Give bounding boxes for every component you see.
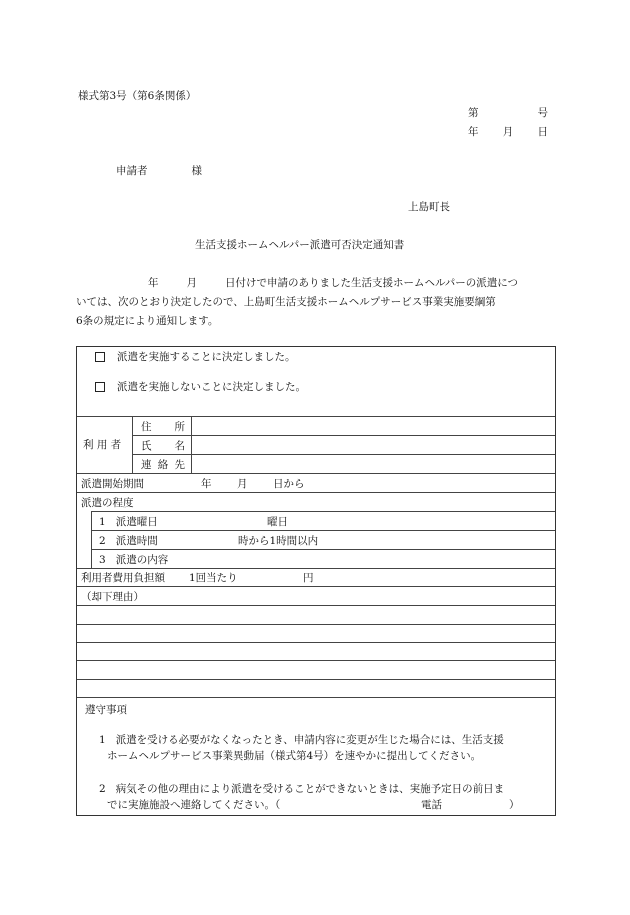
rule <box>132 435 555 436</box>
document-number-line <box>468 105 548 120</box>
decision-reject-label: 派遣を実施しないことに決定しました。 <box>117 381 306 393</box>
extent-item-2-num: 2 <box>99 535 106 547</box>
decision-reject <box>95 379 306 394</box>
rule <box>77 586 555 587</box>
form-number: 様式第3号（第6条関係） <box>78 90 197 102</box>
dispatch-extent-label: 派遣の程度 <box>81 497 134 509</box>
note-2-close: ） <box>509 799 520 811</box>
applicant-honorific: 様 <box>191 165 202 177</box>
label-char: 住 <box>141 421 152 433</box>
rule <box>77 679 555 680</box>
rule <box>132 454 555 455</box>
dispatch-start-suffix: 日から <box>273 478 305 490</box>
date-year: 年 <box>468 126 479 138</box>
note-item-1 <box>99 732 553 764</box>
extent-item-2-value: 時から1時間以内 <box>238 535 319 547</box>
extent-item-1 <box>99 514 158 529</box>
rule <box>77 642 555 643</box>
cost-unit: 円 <box>303 572 314 584</box>
contact-label <box>141 457 185 472</box>
label-char: 所 <box>174 421 185 433</box>
date-day: 日 <box>537 126 548 138</box>
rule <box>91 511 92 568</box>
number-suffix: 号 <box>537 107 548 119</box>
note-1-line2: ホームヘルプサービス事業異動届（様式第4号）を速やかに提出してください。 <box>107 750 482 762</box>
label-char: 氏 <box>141 440 152 452</box>
reject-checkbox[interactable] <box>95 382 105 392</box>
note-1-line1: 派遣を受ける必要がなくなったとき、申請内容に変更が生じた場合には、生活支援 <box>115 734 504 746</box>
label-char: 連 <box>141 459 152 471</box>
rule <box>77 568 555 569</box>
note-2-num: 2 <box>99 783 106 795</box>
note-item-2 <box>99 781 553 813</box>
note-2-line1: 病気その他の理由により派遣を受けることができないときは、実施予定日の前日ま <box>115 783 505 795</box>
rule <box>77 473 555 474</box>
decision-approve-label: 派遣を実施することに決定しました。 <box>117 351 296 363</box>
rule <box>132 416 133 473</box>
extent-item-3-num: 3 <box>99 554 106 566</box>
extent-item-3-label: 派遣の内容 <box>115 554 169 566</box>
rule <box>77 697 555 698</box>
rule <box>191 416 192 473</box>
rule <box>77 492 555 493</box>
note-2-line2: でに実施施設へ連絡してください。（ <box>107 799 281 811</box>
notes-heading: 遵守事項 <box>85 704 127 716</box>
note-1-num: 1 <box>99 734 106 746</box>
rejection-reason-label: （却下理由） <box>81 591 144 603</box>
extent-item-2 <box>99 533 158 548</box>
dispatch-start-month: 月 <box>237 478 248 490</box>
dispatch-start-label: 派遣開始期間 <box>81 478 144 490</box>
rule <box>77 416 555 417</box>
number-prefix: 第 <box>468 107 479 119</box>
rule <box>77 605 555 606</box>
rule <box>91 549 555 550</box>
extent-item-3 <box>99 552 168 567</box>
user-label: 利 用 者 <box>83 439 122 451</box>
label-char: 名 <box>174 440 185 452</box>
intro-month: 月 <box>186 277 197 289</box>
label-char: 先 <box>174 459 185 471</box>
decision-table <box>76 346 556 816</box>
document-date-line <box>468 124 548 139</box>
extent-item-1-value: 曜日 <box>267 516 288 528</box>
rule <box>91 530 555 531</box>
issuer: 上島町長 <box>408 201 450 213</box>
approve-checkbox[interactable] <box>95 352 105 362</box>
extent-item-1-label: 派遣曜日 <box>115 516 158 528</box>
intro-year: 年 <box>148 277 159 289</box>
name-label <box>141 438 185 453</box>
rule <box>77 660 555 661</box>
rule <box>77 624 555 625</box>
cost-per: 1回当たり <box>189 572 238 584</box>
label-char: 絡 <box>157 459 169 471</box>
rule <box>91 511 555 512</box>
intro-paragraph <box>76 274 550 331</box>
dispatch-start-year: 年 <box>201 478 212 490</box>
applicant-line <box>116 163 202 178</box>
date-month: 月 <box>502 126 514 138</box>
document-title: 生活支援ホームヘルパー派遣可否決定通知書 <box>195 239 405 251</box>
cost-label: 利用者費用負担額 <box>81 572 165 584</box>
address-label <box>141 419 185 434</box>
note-2-phone: 電話 <box>421 799 442 811</box>
intro-line3: 6条の規定により通知します。 <box>76 315 219 327</box>
extent-item-2-label: 派遣時間 <box>115 535 158 547</box>
extent-item-1-num: 1 <box>99 516 106 528</box>
decision-approve <box>95 349 296 364</box>
applicant-label: 申請者 <box>116 165 148 177</box>
intro-line2: いては、次のとおり決定したので、上島町生活支援ホームヘルプサービス事業実施要綱第 <box>76 296 496 308</box>
intro-line1: 日付けで申請のありました生活支援ホームヘルパーの派遣につ <box>225 277 519 289</box>
